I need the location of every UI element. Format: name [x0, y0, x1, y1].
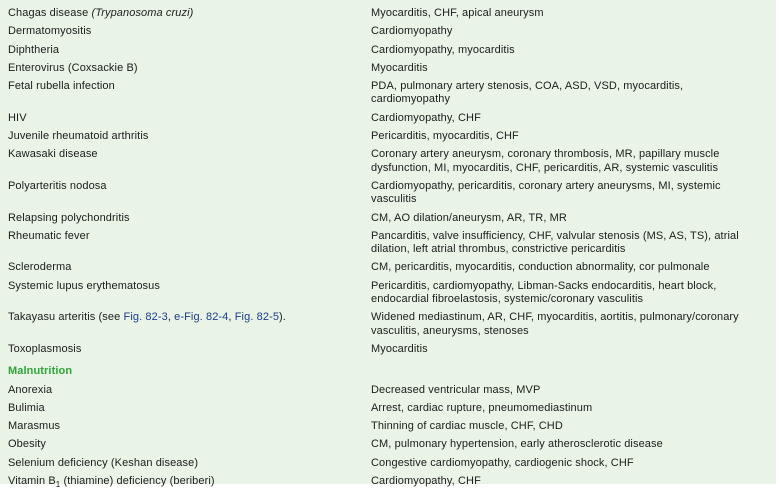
- manifestation-line: CM, AO dilation/aneurysm, AR, TR, MR: [371, 211, 567, 224]
- table-row: [0, 225, 776, 257]
- table-row: [0, 75, 776, 107]
- condition-cell: [0, 311, 371, 338]
- table-row: [0, 379, 776, 397]
- condition-cell: [0, 25, 371, 38]
- condition-text: Kawasaki disease: [8, 148, 98, 161]
- table-row: [0, 256, 776, 274]
- condition-text: Takayasu arteritis (see: [8, 311, 124, 324]
- condition-text: Bulimia: [8, 401, 45, 414]
- manifestation-line: Pericarditis, myocarditis, CHF: [371, 130, 519, 143]
- condition-text: ,: [228, 311, 235, 324]
- table-row: [0, 175, 776, 207]
- subscript-text: 1: [55, 480, 61, 490]
- condition-text: Juvenile rheumatoid arthritis: [8, 130, 149, 143]
- figure-link[interactable]: Fig. 82-5: [234, 311, 280, 324]
- manifestation-line: Pericarditis, cardiomyopathy, Libman-Sacks endocarditis, heart block,: [371, 279, 717, 292]
- condition-cell: [0, 343, 371, 356]
- manifestation-line: vasculitis, aneurysms, stenoses: [371, 324, 529, 337]
- manifestations-cell: [371, 180, 776, 207]
- manifestations-cell: [371, 44, 776, 57]
- condition-text: Marasmus: [8, 420, 61, 433]
- table-row: [0, 57, 776, 75]
- condition-cell: [0, 402, 371, 415]
- manifestation-line: Congestive cardiomyopathy, cardiogenic shock, CHF: [371, 456, 634, 469]
- condition-cell: [0, 212, 371, 225]
- manifestation-line: Pancarditis, valve insufficiency, CHF, valvular stenosis (MS, AS, TS), atrial: [371, 229, 739, 242]
- manifestation-line: dilation, left atrial thrombus, constrictive pericarditis: [371, 243, 626, 256]
- condition-text: Vitamin B: [8, 475, 56, 488]
- manifestations-cell: [371, 80, 776, 107]
- condition-text: Rheumatic fever: [8, 229, 90, 242]
- condition-cell: [0, 7, 371, 20]
- condition-cell: [0, 180, 371, 207]
- manifestations-cell: [371, 402, 776, 415]
- figure-link[interactable]: Fig. 82-3: [123, 311, 168, 324]
- table-row: [0, 207, 776, 225]
- condition-text: Anorexia: [8, 383, 53, 396]
- condition-text: (thiamine) deficiency (beriberi): [60, 475, 215, 488]
- condition-text: Diphtheria: [8, 43, 60, 56]
- manifestation-line: vasculitis: [371, 193, 417, 206]
- condition-text: ,: [167, 311, 175, 324]
- condition-cell: [0, 420, 371, 433]
- condition-cell: [0, 80, 371, 107]
- manifestation-line: endocardial fibroelastosis, systemic/coronary vasculitis: [371, 293, 644, 306]
- manifestations-cell: [371, 25, 776, 38]
- manifestations-cell: [371, 420, 776, 433]
- table-row: [0, 338, 776, 356]
- manifestation-line: Cardiomyopathy, CHF: [371, 475, 481, 488]
- species-name-italic: (Trypanosoma cruzi): [91, 7, 194, 19]
- manifestation-line: Cardiomyopathy: [371, 25, 453, 38]
- manifestations-cell: [371, 438, 776, 451]
- manifestation-line: Cardiomyopathy, myocarditis: [371, 43, 515, 56]
- condition-cell: [0, 280, 371, 307]
- manifestation-line: CM, pericarditis, myocarditis, conduction abnormality, cor pulmonale: [371, 261, 710, 274]
- manifestation-line: Cardiomyopathy, pericarditis, coronary artery aneurysms, MI, systemic: [371, 179, 721, 192]
- manifestation-line: Cardiomyopathy, CHF: [371, 111, 481, 124]
- condition-text: Selenium deficiency (Keshan disease): [8, 456, 199, 469]
- manifestations-cell: [371, 261, 776, 274]
- manifestations-cell: [371, 343, 776, 356]
- manifestation-line: Arrest, cardiac rupture, pneumomediastinum: [371, 401, 593, 414]
- manifestations-cell: [371, 62, 776, 75]
- manifestations-cell: [371, 280, 776, 307]
- manifestations-cell: [371, 230, 776, 257]
- condition-text: Fetal rubella infection: [8, 80, 115, 93]
- condition-cell: [0, 230, 371, 257]
- section-header-row: [0, 356, 776, 378]
- condition-cell: [0, 384, 371, 397]
- table-row: [0, 2, 776, 20]
- table-row: [0, 125, 776, 143]
- condition-text: HIV: [8, 111, 27, 124]
- table-row: [0, 20, 776, 38]
- manifestation-line: cardiomyopathy: [371, 93, 451, 106]
- condition-cell: [0, 148, 371, 175]
- manifestations-cell: [371, 384, 776, 397]
- manifestation-line: Thinning of cardiac muscle, CHF, CHD: [371, 420, 563, 433]
- condition-cell: [0, 112, 371, 125]
- manifestations-cell: [371, 212, 776, 225]
- manifestations-cell: [371, 457, 776, 470]
- condition-text: Toxoplasmosis: [8, 342, 82, 355]
- condition-cell: [0, 62, 371, 75]
- condition-cell: [0, 44, 371, 57]
- table-row: [0, 397, 776, 415]
- condition-text: Systemic lupus erythematosus: [8, 279, 160, 292]
- manifestations-cell: [371, 130, 776, 143]
- manifestations-cell: [371, 475, 776, 488]
- condition-cell: [0, 438, 371, 451]
- table-row: [0, 107, 776, 125]
- condition-text: Dermatomyositis: [8, 25, 92, 38]
- condition-text: Scleroderma: [8, 261, 72, 274]
- table-row: [0, 275, 776, 307]
- table-row: [0, 433, 776, 451]
- manifestation-line: dysfunction, MI, myocarditis, CHF, pericarditis, AR, systemic vasculitis: [371, 161, 719, 174]
- table-row: [0, 452, 776, 470]
- table-row: [0, 470, 776, 488]
- condition-cell: [0, 130, 371, 143]
- condition-text: Enterovirus (Coxsackie B): [8, 61, 138, 74]
- table-row: [0, 415, 776, 433]
- manifestations-cell: [371, 7, 776, 20]
- etiology-table: [0, 2, 776, 488]
- manifestation-line: Coronary artery aneurysm, coronary thrombosis, MR, papillary muscle: [371, 148, 720, 161]
- condition-cell: [0, 261, 371, 274]
- manifestations-cell: [371, 148, 776, 175]
- section-header-malnutrition: Malnutrition: [8, 365, 73, 378]
- condition-text: Chagas disease: [8, 7, 92, 19]
- table-row: [0, 306, 776, 338]
- manifestation-line: Decreased ventricular mass, MVP: [371, 383, 541, 396]
- manifestation-line: Myocarditis: [371, 61, 428, 74]
- figure-link[interactable]: e-Fig. 82-4: [174, 311, 229, 324]
- condition-text: Polyarteritis nodosa: [8, 179, 107, 192]
- manifestations-cell: [371, 311, 776, 338]
- condition-text: Relapsing polychondritis: [8, 211, 130, 224]
- manifestation-line: Myocarditis, CHF, apical aneurysm: [371, 7, 544, 19]
- table-row: [0, 143, 776, 175]
- manifestations-cell: [371, 112, 776, 125]
- manifestation-line: PDA, pulmonary artery stenosis, COA, ASD, VSD, myocarditis,: [371, 80, 684, 93]
- condition-cell: [0, 457, 371, 470]
- condition-cell: [0, 475, 371, 488]
- condition-text: Obesity: [8, 438, 46, 451]
- manifestation-line: Widened mediastinum, AR, CHF, myocarditis, aortitis, pulmonary/coronary: [371, 311, 739, 324]
- manifestation-line: CM, pulmonary hypertension, early atherosclerotic disease: [371, 438, 663, 451]
- manifestation-line: Myocarditis: [371, 342, 428, 355]
- table-row: [0, 39, 776, 57]
- condition-text: ).: [279, 311, 286, 324]
